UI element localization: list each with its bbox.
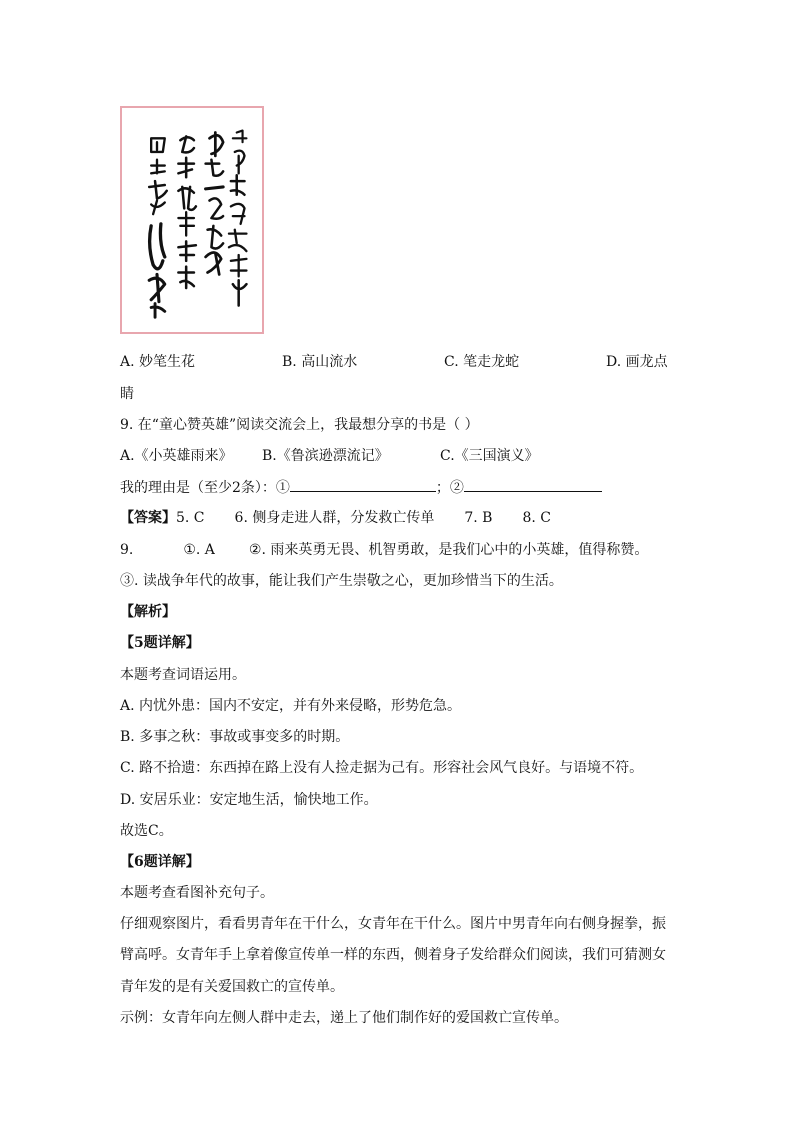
- q6-paragraph-line-1: 仔细观察图片，看看男青年在干什么，女青年在干什么。图片中男青年向右侧身握拳，振: [120, 916, 666, 932]
- q9-option-a: A.《小英雄雨来》: [120, 448, 233, 464]
- answer-9-part-2: ②. 雨来英勇无畏、机智勇敢，是我们心中的小英雄，值得称赞。: [248, 542, 649, 558]
- q9-reason-line: [120, 477, 602, 498]
- q6-example: 示例：女青年向左侧人群中走去，递上了他们制作好的爱国救亡宣传单。: [120, 1010, 568, 1026]
- q8-option-d: D. 画龙点: [606, 354, 668, 370]
- answer-8: 8. C: [522, 510, 551, 526]
- q6-paragraph-line-3: 青年发的是有关爱国救亡的宣传单。: [120, 979, 344, 995]
- q5-explain-b: B. 多事之秋：事故或事变多的时期。: [120, 729, 350, 745]
- q8-option-a: A. 妙笔生花: [120, 354, 196, 370]
- analysis-label: 【解析】: [120, 604, 176, 620]
- answer-5: 5. C: [176, 510, 205, 526]
- answer-line: [120, 508, 551, 528]
- q9-option-b: B.《鲁滨逊漂流记》: [262, 448, 389, 464]
- answer-9-part-1: ①. A: [183, 542, 215, 558]
- answer-9-number: 9.: [120, 542, 134, 558]
- q9-reason-mid: ；②: [435, 480, 464, 496]
- calligraphy-image: [120, 106, 264, 334]
- q6-detail-header: 【6题详解】: [120, 854, 200, 870]
- q9-reason-blank-2[interactable]: [464, 477, 602, 492]
- q9-reason-prefix: 我的理由是（至少2条）：①: [120, 480, 290, 496]
- calligraphy-strokes: [122, 108, 262, 332]
- answer-6: 6. 侧身走进人群，分发救亡传单: [234, 510, 435, 526]
- q5-conclusion: 故选C。: [120, 823, 173, 839]
- q5-explain-d: D. 安居乐业：安定地生活，愉快地工作。: [120, 792, 378, 808]
- answer-9-part-3: ③. 读战争年代的故事，能让我们产生崇敬之心，更加珍惜当下的生活。: [120, 573, 563, 589]
- q8-option-d-continued: 睛: [120, 386, 134, 402]
- q8-option-c: C. 笔走龙蛇: [444, 354, 520, 370]
- q9-stem: 9. 在“童心赞英雄”阅读交流会上，我最想分享的书是（ ）: [120, 417, 479, 433]
- answer-7: 7. B: [464, 510, 493, 526]
- answer-label: 【答案】: [120, 510, 176, 526]
- q9-option-c: C.《三国演义》: [440, 448, 539, 464]
- answer-9-line: [120, 540, 648, 560]
- q6-paragraph-line-2: 臂高呼。女青年手上拿着像宣传单一样的东西，侧着身子发给群众们阅读，我们可猜测女: [120, 947, 666, 963]
- q8-option-b: B. 高山流水: [282, 354, 358, 370]
- q5-explain-a: A. 内忧外患：国内不安定，并有外来侵略，形势危急。: [120, 698, 462, 714]
- q5-detail-header: 【5题详解】: [120, 635, 200, 651]
- q9-reason-blank-1[interactable]: [290, 477, 436, 492]
- q5-explain-c: C. 路不拾遗：东西掉在路上没有人捡走据为己有。形容社会风气良好。与语境不符。: [120, 760, 644, 776]
- q6-intro: 本题考查看图补充句子。: [120, 885, 274, 901]
- q5-intro: 本题考查词语运用。: [120, 667, 246, 683]
